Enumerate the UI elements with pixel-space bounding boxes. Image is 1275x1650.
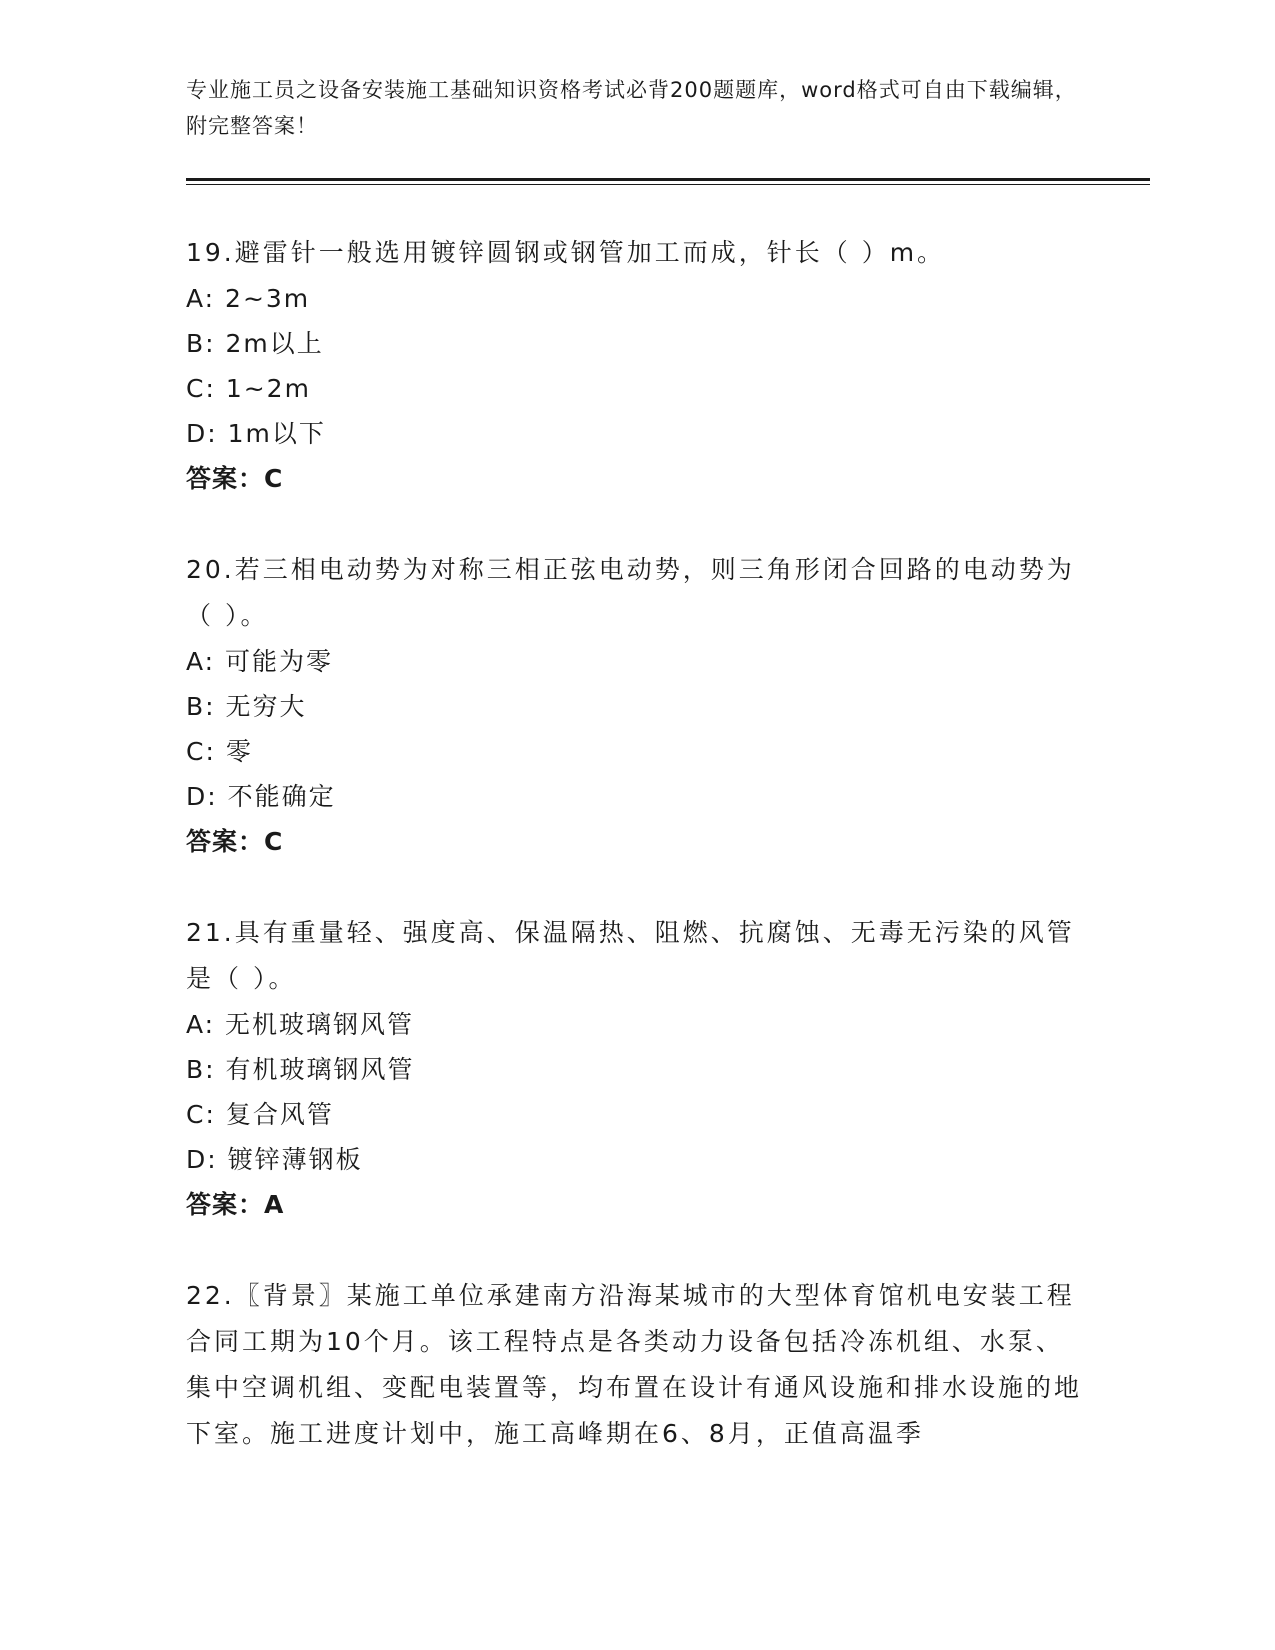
option-d: D: 镀锌薄钢板	[186, 1145, 363, 1174]
question-stem: 19.避雷针一般选用镀锌圆钢或钢管加工而成，针长（ ）m。	[186, 238, 946, 267]
option-a: A: 2~3m	[186, 284, 311, 313]
question-21	[186, 910, 1086, 1227]
document-header: 专业施工员之设备安装施工基础知识资格考试必背200题题库，word格式可自由下载编辑，附完整答案！	[186, 78, 1077, 138]
option-d: D: 1m以下	[186, 419, 326, 448]
question-19	[186, 230, 1086, 501]
option-d: D: 不能确定	[186, 782, 336, 811]
question-stem: 22.〖背景〗某施工单位承建南方沿海某城市的大型体育馆机电安装工程合同工期为10个月。该工程特点是各类动力设备包括冷冻机组、水泵、集中空调机组、变配电装置等，均布置在设计有通风设施和排水设施的地下室。施工进度计划中，施工高峰期在6、8月，正值高温季	[186, 1281, 1083, 1448]
option-b: B: 无穷大	[186, 692, 307, 721]
option-c: C: 零	[186, 737, 253, 766]
question-stem: 21.具有重量轻、强度高、保温隔热、阻燃、抗腐蚀、无毒无污染的风管是（ ）。	[186, 918, 1075, 993]
question-22	[186, 1273, 1086, 1457]
option-c: C: 复合风管	[186, 1100, 334, 1129]
option-a: A: 可能为零	[186, 647, 334, 676]
answer-line: 答案：C	[186, 464, 284, 493]
answer-line: 答案：C	[186, 827, 284, 856]
header-divider-thick	[186, 178, 1150, 181]
option-b: B: 2m以上	[186, 329, 324, 358]
question-20	[186, 547, 1086, 864]
answer-line: 答案：A	[186, 1190, 285, 1219]
header-divider-thin	[186, 184, 1150, 185]
option-a: A: 无机玻璃钢风管	[186, 1010, 415, 1039]
question-stem: 20.若三相电动势为对称三相正弦电动势，则三角形闭合回路的电动势为（ ）。	[186, 555, 1075, 630]
option-b: B: 有机玻璃钢风管	[186, 1055, 415, 1084]
option-c: C: 1~2m	[186, 374, 311, 403]
question-list	[186, 230, 1086, 1503]
